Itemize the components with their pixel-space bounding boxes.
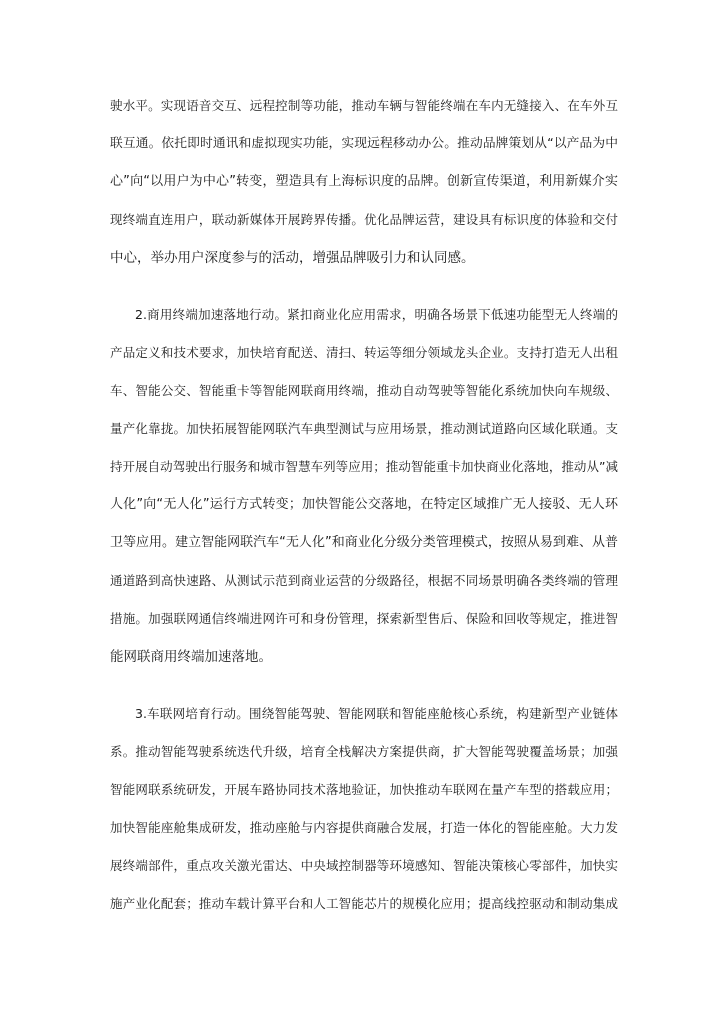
paragraph-2-line-9: 措施。加强联网通信终端进网许可和身份管理，探索新型售后、保险和回收等规定，推进智 xyxy=(110,611,618,626)
paragraph-2-line-3: 车、智能公交、智能重卡等智能网联商用终端，推动自动驾驶等智能化系统加快向车规级、 xyxy=(110,383,618,398)
paragraph-1-line-4: 现终端直连用户，联动新媒体开展跨界传播。优化品牌运营，建设具有标识度的体验和交付 xyxy=(110,212,618,227)
paragraph-1-line-5: 中心，举办用户深度参与的活动，增强品牌吸引力和认同感。 xyxy=(110,250,475,266)
paragraph-2-line-1: 2.商用终端加速落地行动。紧扣商业化应用需求，明确各场景下低速功能型无人终端的 xyxy=(135,307,618,322)
paragraph-2-line-7: 卫等应用。建立智能网联汽车“无人化”和商业化分级分类管理模式，按照从易到难、从普 xyxy=(110,535,618,550)
paragraph-2-line-4: 量产化靠拢。加快拓展智能网联汽车典型测试与应用场景，推动测试道路向区域化联通。支 xyxy=(110,421,618,436)
paragraph-2-line-5: 持开展自动驾驶出行服务和城市智慧车列等应用；推动智能重卡加快商业化落地，推动从”减 xyxy=(110,459,618,474)
paragraph-3-line-3: 智能网联系统研发，开展车路协同技术落地验证，加快推动车联网在量产车型的搭载应用； xyxy=(110,782,618,797)
paragraph-1-line-1: 驶水平。实现语音交互、远程控制等功能，推动车辆与智能终端在车内无缝接入、在车外互 xyxy=(110,98,618,113)
paragraph-1-line-3: 心”向“以用户为中心”转变，塑造具有上海标识度的品牌。创新宣传渠道，利用新媒介实 xyxy=(110,174,618,189)
paragraph-3-line-1: 3.车联网培育行动。围绕智能驾驶、智能网联和智能座舱核心系统，构建新型产业链体 xyxy=(135,706,618,721)
paragraph-1-line-2: 联互通。依托即时通讯和虚拟现实功能，实现远程移动办公。推动品牌策划从“以产品为中 xyxy=(110,136,618,151)
paragraph-2-line-6: 人化”向“无人化”运行方式转变；加快智能公交落地，在特定区域推广无人接驳、无人环 xyxy=(110,497,618,512)
paragraph-3-line-6: 施产业化配套；推动车载计算平台和人工智能芯片的规模化应用；提高线控驱动和制动集成 xyxy=(110,896,618,911)
paragraph-3-line-2: 系。推动智能驾驶系统迭代升级，培育全栈解决方案提供商，扩大智能驾驶覆盖场景；加强 xyxy=(110,744,618,759)
paragraph-3-line-4: 加快智能座舱集成研发，推动座舱与内容提供商融合发展，打造一体化的智能座舱。大力发 xyxy=(110,820,618,835)
paragraph-2-line-8: 通道路到高快速路、从测试示范到商业运营的分级路径，根据不同场景明确各类终端的管理 xyxy=(110,573,618,588)
paragraph-2-line-2: 产品定义和技术要求，加快培育配送、清扫、转运等细分领域龙头企业。支持打造无人出租 xyxy=(110,345,618,360)
paragraph-3-line-5: 展终端部件，重点攻关激光雷达、中央域控制器等环境感知、智能决策核心零部件，加快实 xyxy=(110,858,618,873)
paragraph-2-line-10: 能网联商用终端加速落地。 xyxy=(110,649,272,665)
